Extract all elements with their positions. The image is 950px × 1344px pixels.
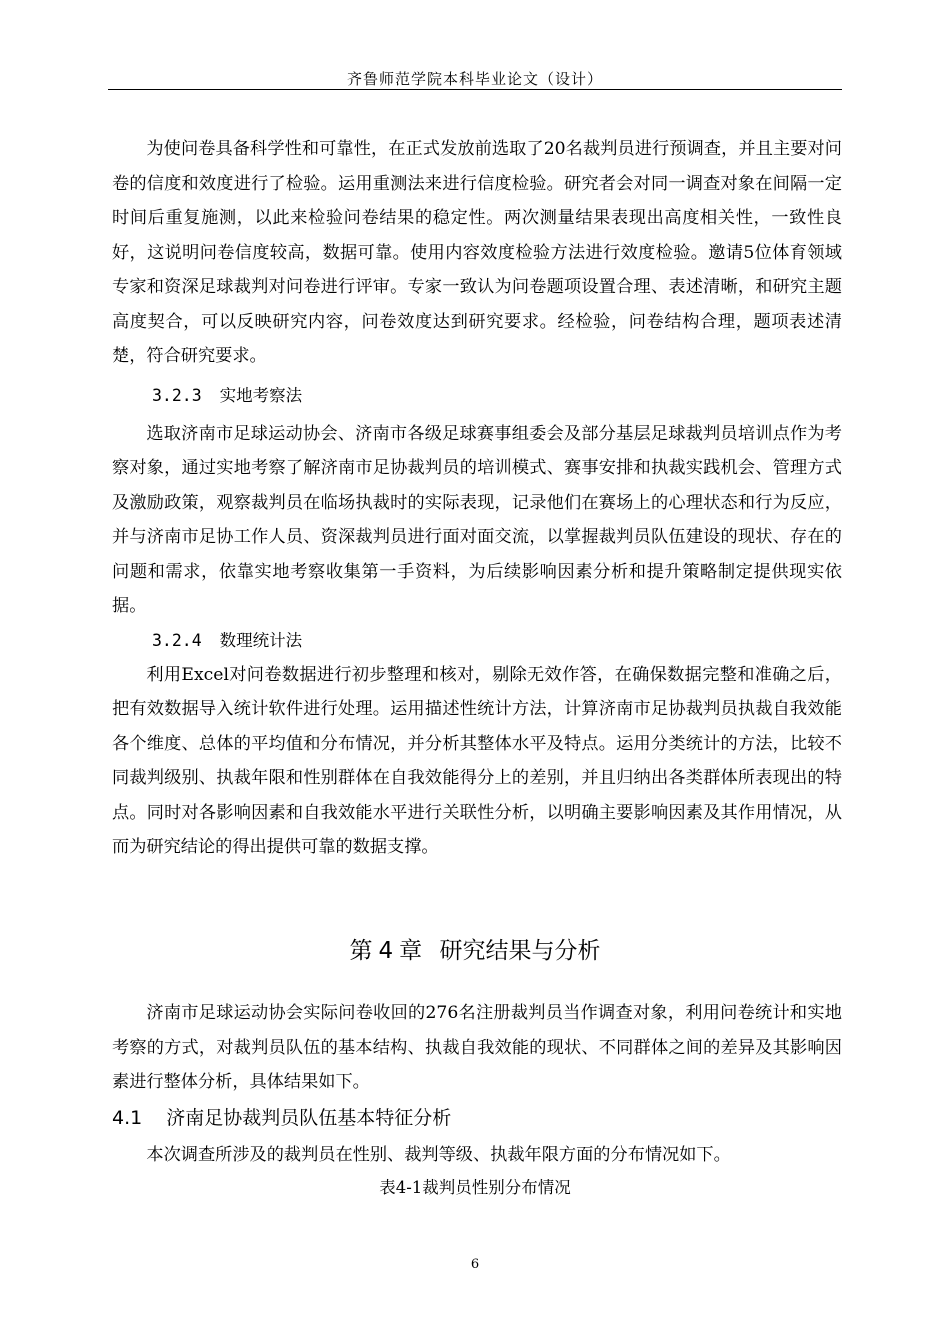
paragraph-questionnaire-validity: 为使问卷具备科学性和可靠性，在正式发放前选取了20名裁判员进行预调查，并且主要对问卷的信度和效度进行了检验。运用重测法来进行信度检验。研究者会对同一调查对象在间隔一定时间后重复施测，以此来检验问卷结果的稳定性。两次测量结果表现出高度相关性，一致性良好，这说明问卷信度较高，数据可靠。使用内容效度检验方法进行效度检验。邀请5位体育领域专家和资深足球裁判对问卷进行评审。专家一致认为问卷题项设置合理、表述清晰，和研究主题高度契合，可以反映研究内容，问卷效度达到研究要求。经检验，问卷结构合理，题项表述清楚，符合研究要求。 (112, 139, 842, 366)
subheading-3-2-3 (112, 379, 842, 413)
chapter-title-text: 研究结果与分析 (439, 938, 601, 964)
subheading-title: 实地考察法 (219, 385, 303, 405)
chapter-number: 4 (378, 938, 394, 964)
header-rule (108, 89, 842, 90)
section-number: 4.1 (112, 1107, 143, 1129)
paragraph-section-intro: 本次调查所涉及的裁判员在性别、裁判等级、执裁年限方面的分布情况如下。 (146, 1145, 731, 1165)
body-text-lower (112, 996, 842, 1100)
table-caption: 表4-1裁判员性别分布情况 (379, 1178, 571, 1197)
subheading-number: 3.2.3 (152, 385, 202, 405)
body-text-upper (112, 132, 842, 865)
paragraph-field-investigation: 选取济南市足球运动协会、济南市各级足球赛事组委会及部分基层足球裁判员培训点作为考察对象，通过实地考察了解济南市足协裁判员的培训模式、赛事安排和执裁实践机会、管理方式及激励政策，观察裁判员在临场执裁时的实际表现，记录他们在赛场上的心理状态和行为反应，并与济南市足协工作人员、资深裁判员进行面对面交流，以掌握裁判员队伍建设的现状、存在的问题和需求，依靠实地考察收集第一手资料，为后续影响因素分析和提升策略制定提供现实依据。 (112, 423, 842, 616)
chapter-title (0, 935, 950, 967)
subheading-3-2-4 (112, 624, 842, 658)
chapter-suffix: 章 (399, 938, 423, 964)
subheading-number: 3.2.4 (152, 630, 202, 650)
section-heading-4-1 (112, 1103, 451, 1133)
paragraph-statistics-method: 利用Excel对问卷数据进行初步整理和核对，剔除无效作答，在确保数据完整和准确之后，把有效数据导入统计软件进行处理。运用描述性统计方法，计算济南市足协裁判员执裁自我效能各个维度、总体的平均值和分布情况，并分析其整体水平及特点。运用分类统计的方法，比较不同裁判级别、执裁年限和性别群体在自我效能得分上的差别，并且归纳出各类群体所表现出的特点。同时对各影响因素和自我效能水平进行关联性分析，以明确主要影响因素及其作用情况，从而为研究结论的得出提供可靠的数据支撑。 (112, 664, 842, 857)
body-text-section (112, 1138, 842, 1173)
section-title-text: 济南足协裁判员队伍基本特征分析 (166, 1107, 452, 1129)
chapter-prefix: 第 (349, 938, 373, 964)
subheading-title: 数理统计法 (219, 630, 303, 650)
page-number: 6 (470, 1257, 480, 1272)
running-header: 齐鲁师范学院本科毕业论文（设计） (346, 70, 603, 88)
paragraph-chapter-intro: 济南市足球运动协会实际问卷收回的276名注册裁判员当作调查对象，利用问卷统计和实地考察的方式，对裁判员队伍的基本结构、执裁自我效能的现状、不同群体之间的差异及其影响因素进行整体分析，具体结果如下。 (112, 1003, 842, 1092)
